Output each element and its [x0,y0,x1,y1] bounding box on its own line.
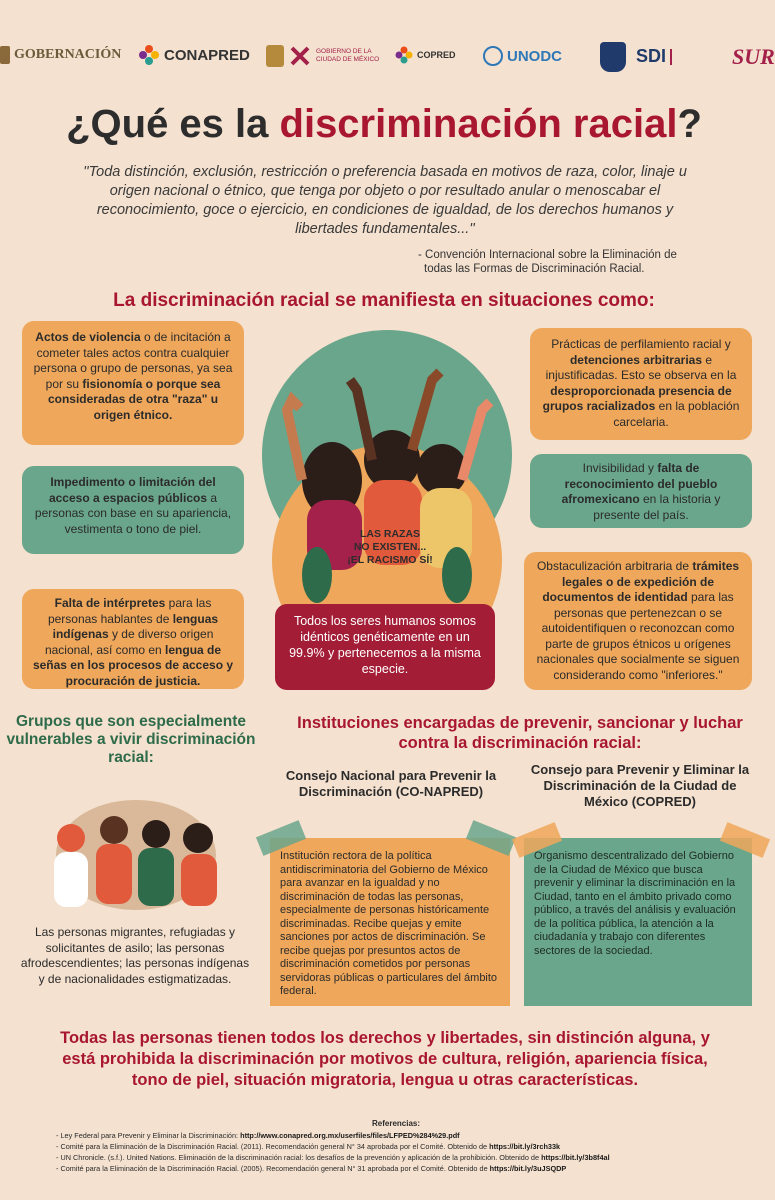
title-prefix: ¿Qué es la [66,102,280,146]
cdmx-line1: GOBIERNO DE LA [316,48,372,55]
logos-row [0,40,775,80]
reference-text: - Comité para la Eliminación de la Discriminación Racial. (2005). Recomendación general N° 31 aprobada por el Comité. Obtenido de [56,1164,490,1173]
violence-box [22,321,244,445]
reference-text: - UN Chronicle. (s.f.). United Nations. Eliminación de la discriminación racial: los desafíos de la prevención y aplicación de la prohibición. Obtenido de [56,1153,542,1162]
convention-quote: ''Toda distinción, exclusión, restricción o preferencia basada en motivos de raza, color, linaje u origen nacional o étnico, que tenga por objeto o por resultado anular o menoscabar el reconocimiento, goce o ejercicio, en condiciones de igualdad, de los derechos humanos y libertades fundamentales...'' [83,164,687,237]
interpreters-box [22,589,244,689]
profiling-box [530,328,752,440]
invisibility-box [530,454,752,528]
cdmx-emblem-icon [288,44,312,68]
situations-heading: La discriminación racial se manifiesta en situaciones como: [113,290,655,311]
reference-link[interactable]: https://bit.ly/3rch33k [489,1142,561,1151]
unodc-logo [483,46,562,66]
quote-source [418,248,718,276]
interpreters-text-2: y de diverso origen nacional, así como en [44,627,214,657]
un-globe-icon [483,46,503,66]
profiling-bold-2: desproporcionada presencia de grupos racializados [542,383,732,413]
circle-text-line2: NO EXISTEN... [353,541,427,553]
procedures-box [524,552,752,690]
reference-link[interactable]: https://bit.ly/3uJSQDP [489,1164,567,1173]
violence-bold-2: fisionomía o porque sea consideradas de otra "raza" u origen étnico. [47,376,221,422]
institutions-heading: Instituciones encargadas de prevenir, sancionar y luchar contra la discriminación racial: [297,714,743,752]
title-highlight: discriminación racial [279,102,678,146]
reference-item [56,1130,736,1141]
gobernacion-logo [0,46,121,64]
invisibility-text-2: en la historia y presente del país. [593,492,721,522]
interpreters-bold-1: Falta de intérpretes [54,596,166,610]
violence-bold-1: Actos de violencia [35,330,141,344]
cdmx-shield-icon [266,45,284,67]
sdi-text: SDI [636,46,667,66]
conapred-flower-icon [138,44,160,66]
profiling-text-2: e injustificadas. Esto se observa en la [545,352,737,382]
copred-card: Organismo descentralizado del Gobierno de la Ciudad de México que busca prevenir y eliminar la discriminación en la Ciudad, tanto en el ámbito privado como público, a través del análisis y evaluación de la política pública, la atención a la ciudadanía y trabajo con diferentes sectores de la sociedad. [524,838,752,1006]
reference-link[interactable]: https://bit.ly/3b8f4al [541,1153,610,1162]
procedures-text-1: Obstaculización arbitraria de [536,559,693,573]
interpreters-text-1: para las personas hablantes de [47,596,212,626]
violence-text-1: o de incitación a cometer tales actos contra cualquier persona o grupo de personas, ya sea por su [33,330,233,391]
reference-item [56,1141,736,1152]
cdmx-line2: CIUDAD DE MÉXICO [316,56,380,63]
invisibility-text-1: Invisibilidad y [582,461,658,475]
interpreters-bold-2: lenguas indígenas [52,611,219,641]
unam-logo [600,42,626,72]
copred-text: COPRED [417,50,456,60]
conapred-title: Consejo Nacional para Prevenir la Discriminación (CO-NAPRED) [285,768,497,799]
genetics-box: Todos los seres humanos somos idénticos genéticamente en un 99.9% y pertenecemos a la misma especie. [275,604,495,690]
conapred-logo [138,44,250,66]
closing-statement: Todas las personas tienen todos los derechos y libertades, sin distinción alguna, y está prohibida la discriminación por motivos de cultura, religión, apariencia física, tono de piel, situación migratoria, lengua u otras características. [60,1029,710,1089]
procedures-bold: trámites legales o de expedición de documentos de identidad [542,559,740,604]
reference-link[interactable]: http://www.conapred.org.mx/userfiles/files/LFPED%284%29.pdf [240,1131,460,1140]
profiling-text-1: Prácticas de perfilamiento racial y [551,337,731,351]
access-bold: Impedimento o limitación del acceso a espacios públicos [48,475,216,505]
vulnerable-text: Las personas migrantes, refugiadas y solicitantes de asilo; las personas afrodescendientes; las personas indígenas y de nacionalidades estigmatizadas. [20,925,250,986]
access-box [22,466,244,554]
quote-source-line2: todas las Formas de Discriminación Racial. [424,263,645,275]
sur-text: SUR [732,44,775,69]
gobernacion-emblem-icon [0,46,10,64]
reference-item [56,1152,736,1163]
interpreters-bold-3: lengua de señas en los procesos de acceso y procuración de justicia. [32,642,234,688]
references-title: Referencias: [371,1119,421,1128]
circle-text-line3: ¡EL RACISMO SÍ! [347,554,433,566]
copred-flower-icon [395,46,413,64]
gobernacion-text: GOBERNACIÓN [14,47,122,62]
vulnerable-heading: Grupos que son especialmente vulnerables a vivir discriminación racial: [6,713,256,766]
invisibility-bold: falta de reconocimiento del pueblo afromexicano [561,461,718,506]
access-text: a personas con base en su apariencia, vestimenta o tono de piel. [34,490,232,536]
conapred-text: CONAPRED [164,46,250,64]
profiling-text-3: en la población carcelaria. [613,399,740,429]
references [56,1118,736,1174]
sdi-bars-icon [670,49,698,65]
reference-item [56,1163,736,1174]
cdmx-logo [266,44,379,68]
profiling-bold-1: detenciones arbitrarias [569,352,703,367]
sdi-logo [636,46,698,67]
procedures-text-2: para las personas que pertenezcan o se autoidentifiquen o reconozcan como parte de grupos étnicos u orígenes nacionales que socialmente se siguen considerando como "inferiores." [536,590,740,682]
diverse-group-icon [36,790,236,915]
copred-title: Consejo para Prevenir y Eliminar la Discriminación de la Ciudad de México (COPRED) [530,762,750,809]
reference-text: - Comité para la Eliminación de la Discriminación Racial. (2011). Recomendación general N° 34 aprobada por el Comité. Obtenido de [56,1142,490,1151]
unodc-text: UNODC [507,47,562,65]
cdmx-text [316,48,379,64]
races-dont-exist-text [330,528,450,567]
unam-shield-icon [600,42,626,72]
reference-text: - Ley Federal para Prevenir y Eliminar la Discriminación: [56,1131,241,1140]
sur-logo [732,44,775,70]
conapred-card: Institución rectora de la política antidiscriminatoria del Gobierno de México para avanzar en la igualdad y no discriminación de todas las personas, especialmente de personas históricamente discriminadas. Recibe quejas y emite sanciones por actos de discriminación. Se recibe quejas por presuntos actos de discriminación cometidos por personas servidoras públicas o particulares del ámbito federal. [270,838,510,1006]
quote-source-line1: - Convención Internacional sobre la Eliminación de [418,249,677,261]
title-suffix: ? [677,102,702,146]
page-title [0,102,768,147]
circle-text-line1: LAS RAZAS [359,528,421,540]
diverse-people-illustration [36,790,236,915]
copred-logo [395,46,456,64]
